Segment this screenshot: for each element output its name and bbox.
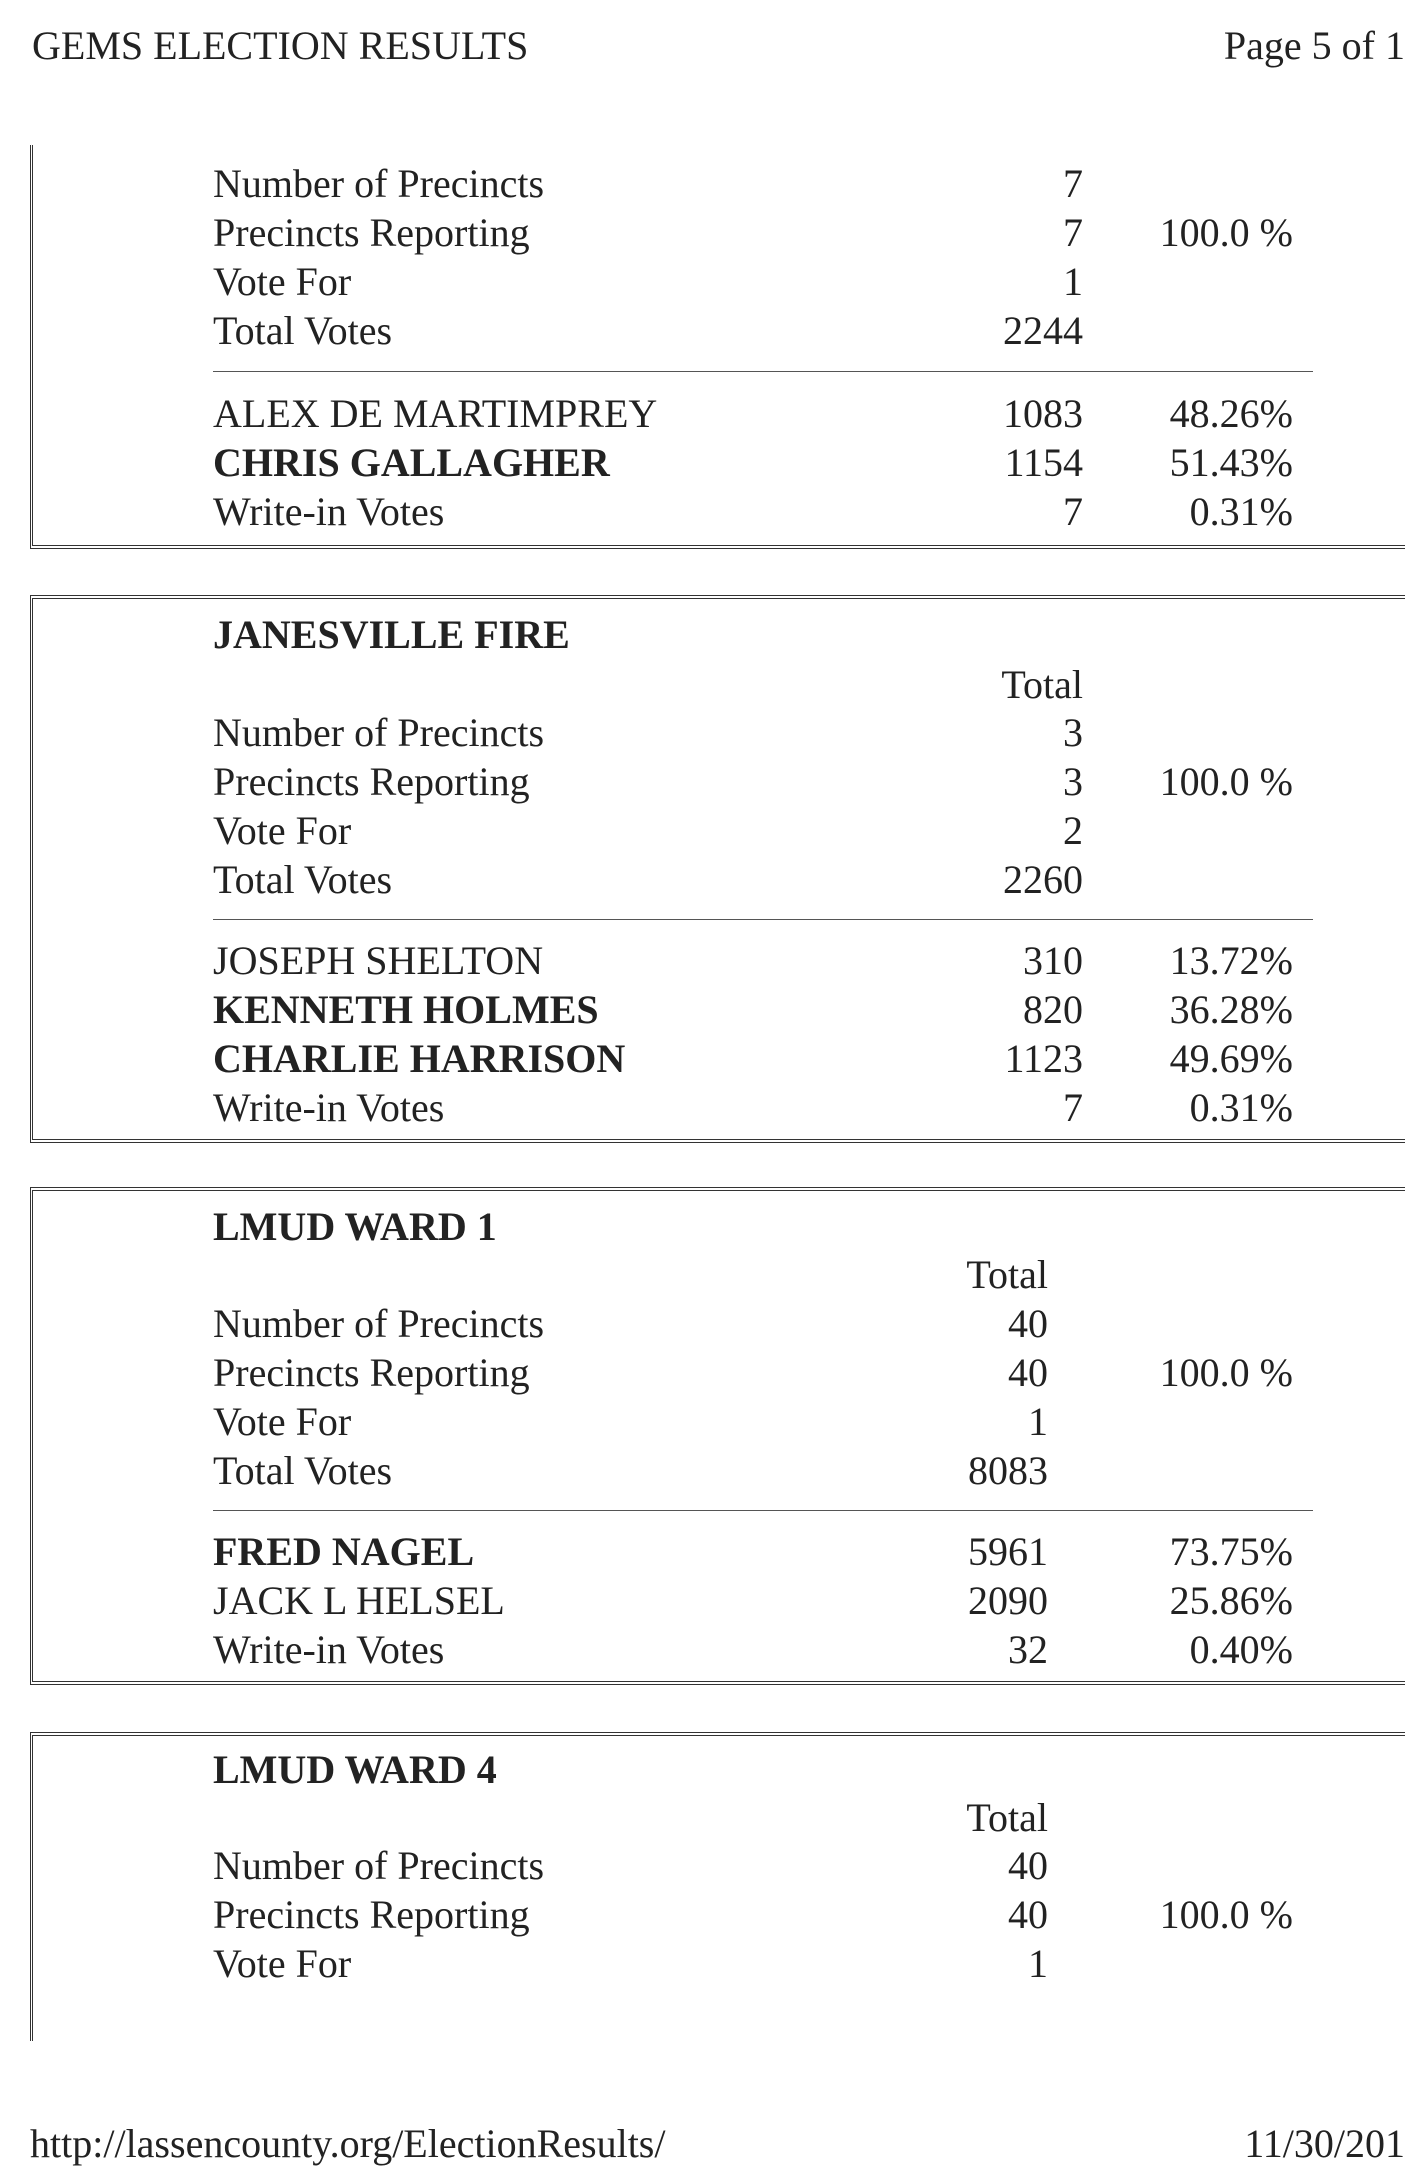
candidate-name: Write-in Votes	[213, 1085, 445, 1130]
candidate-percent: 73.75%	[1169, 1529, 1293, 1574]
stat-label: Precincts Reporting	[213, 759, 530, 804]
race-box-lmud-ward-4	[30, 1732, 1405, 2041]
candidate-votes: 1083	[1003, 391, 1083, 436]
stat-value: 2260	[1003, 857, 1083, 902]
stat-value: 40	[1008, 1892, 1048, 1937]
stat-label: Total Votes	[213, 308, 393, 353]
candidate-name: JACK L HELSEL	[213, 1578, 505, 1623]
race-box-lmud-ward-1	[30, 1187, 1405, 1685]
stat-label: Number of Precincts	[213, 1301, 545, 1346]
candidate-percent: 0.31%	[1189, 489, 1293, 534]
stat-value: 2244	[1003, 308, 1083, 353]
stat-label: Vote For	[213, 808, 352, 853]
candidate-votes: 2090	[968, 1578, 1048, 1623]
race-title: LMUD WARD 4	[213, 1747, 497, 1792]
candidate-votes: 820	[1023, 987, 1083, 1032]
candidate-name: ALEX DE MARTIMPREY	[213, 391, 658, 436]
stat-value: 3	[1063, 710, 1083, 755]
total-column-header: Total	[966, 1795, 1048, 1840]
candidate-name: KENNETH HOLMES	[213, 987, 599, 1032]
stat-label: Total Votes	[213, 1448, 393, 1493]
footer-date: 11/30/201	[1244, 2121, 1405, 2166]
candidate-percent: 49.69%	[1169, 1036, 1293, 1081]
page-number: Page 5 of 1	[1223, 23, 1405, 68]
divider	[213, 919, 1313, 920]
candidate-votes: 1123	[1004, 1036, 1083, 1081]
divider	[213, 1510, 1313, 1511]
stat-value: 7	[1063, 161, 1083, 206]
candidate-votes: 1154	[1004, 440, 1083, 485]
stat-label: Precincts Reporting	[213, 1350, 530, 1395]
stat-value: 1	[1028, 1941, 1048, 1986]
candidate-votes: 310	[1023, 938, 1083, 983]
candidate-name: FRED NAGEL	[213, 1529, 475, 1574]
stat-value: 40	[1008, 1843, 1048, 1888]
stat-label: Number of Precincts	[213, 1843, 545, 1888]
candidate-percent: 51.43%	[1169, 440, 1293, 485]
stat-label: Precincts Reporting	[213, 210, 530, 255]
stat-value: 2	[1063, 808, 1083, 853]
stat-value: 7	[1063, 210, 1083, 255]
candidate-percent: 25.86%	[1169, 1578, 1293, 1623]
footer-url: http://lassencounty.org/ElectionResults/	[30, 2121, 666, 2166]
stat-label: Vote For	[213, 259, 352, 304]
candidate-name: JOSEPH SHELTON	[213, 938, 544, 983]
stat-value: 40	[1008, 1301, 1048, 1346]
stat-label: Number of Precincts	[213, 710, 545, 755]
candidate-name: Write-in Votes	[213, 489, 445, 534]
candidate-votes: 7	[1063, 489, 1083, 534]
stat-percent: 100.0 %	[1159, 1350, 1293, 1395]
candidate-percent: 0.31%	[1189, 1085, 1293, 1130]
race-box-continued	[30, 145, 1405, 549]
stat-value: 40	[1008, 1350, 1048, 1395]
stat-value: 3	[1063, 759, 1083, 804]
stat-percent: 100.0 %	[1159, 1892, 1293, 1937]
race-title: LMUD WARD 1	[213, 1204, 497, 1249]
stat-value: 8083	[968, 1448, 1048, 1493]
stat-percent: 100.0 %	[1159, 210, 1293, 255]
stat-label: Vote For	[213, 1941, 352, 1986]
stat-label: Vote For	[213, 1399, 352, 1444]
candidate-votes: 32	[1008, 1627, 1048, 1672]
divider	[213, 371, 1313, 372]
race-box-janesville-fire	[30, 595, 1405, 1143]
stat-percent: 100.0 %	[1159, 759, 1293, 804]
candidate-percent: 48.26%	[1169, 391, 1293, 436]
total-column-header: Total	[1001, 662, 1083, 707]
candidate-name: Write-in Votes	[213, 1627, 445, 1672]
stat-value: 1	[1063, 259, 1083, 304]
total-column-header: Total	[966, 1252, 1048, 1297]
candidate-name: CHARLIE HARRISON	[213, 1036, 626, 1081]
candidate-percent: 0.40%	[1189, 1627, 1293, 1672]
candidate-name: CHRIS GALLAGHER	[213, 440, 610, 485]
stat-label: Number of Precincts	[213, 161, 545, 206]
candidate-percent: 36.28%	[1169, 987, 1293, 1032]
page-title: GEMS ELECTION RESULTS	[32, 23, 529, 68]
race-title: JANESVILLE FIRE	[213, 612, 570, 657]
candidate-votes: 5961	[968, 1529, 1048, 1574]
candidate-votes: 7	[1063, 1085, 1083, 1130]
stat-label: Precincts Reporting	[213, 1892, 530, 1937]
stat-label: Total Votes	[213, 857, 393, 902]
candidate-percent: 13.72%	[1169, 938, 1293, 983]
stat-value: 1	[1028, 1399, 1048, 1444]
